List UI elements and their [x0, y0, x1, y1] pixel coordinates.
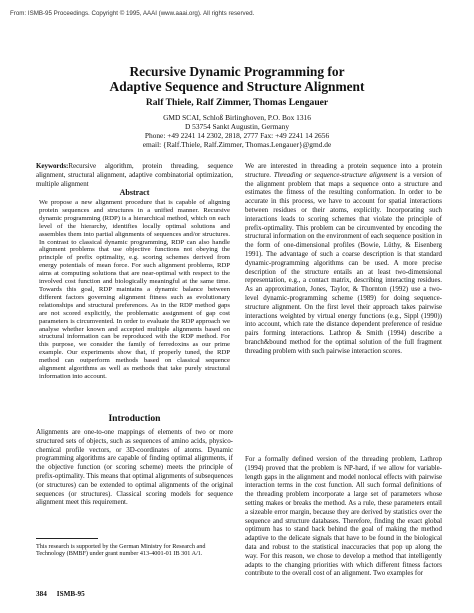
abstract-body: We propose a new alignment procedure that is capable of aligning protein sequences and structures in a unified manner. Recursive dynamic programming (RDP) is a hierarchical method, which on each level of the hierarchy, identifies locally optimal solutions and assembles them into partial alignments of sequences and/or structures. In contrast to classical dynamic programming, RDP can also handle alignment problems that use objective functions not obeying the principle of prefix optimality, e.g. scoring schemes derived from energy potentials of mean force. For such alignment problems, RDP aims at computing solutions that are near-optimal with respect to the involved cost function and biologically meaningful at the same time. Towards this goal, RDP maintains a dynamic balance between different factors governing alignment fitness such as evolutionary relationships and structural preferences. As in the RDP method gaps are not scored explicitly, the problematic assignment of gap cost parameters is circumvented. In order to evaluate the RDP approach we analyse whether known and accepted multiple alignments based on structural information can be reproduced with the RDP method. For this purpose, we consider the family of ferredoxins as our prime example. Our experiments show that, if properly tuned, the RDP method can outperform methods based on classical sequence alignment algorithms as well as methods that take purely structural information into account. [39, 199, 230, 380]
venue-label: ISMB-95 [56, 590, 85, 598]
page-footer [36, 590, 95, 598]
affiliation-line-2: D 53754 Sankt Augustin, Germany [184, 122, 290, 131]
abstract-heading: Abstract [119, 188, 150, 197]
introduction-heading: Introduction [108, 413, 161, 424]
affiliation-email-line: email: {Ralf.Thiele, Ralf.Zimmer, Thomas.Lengauer}@gmd.de [142, 140, 332, 149]
keywords-text: Recursive algorithm, protein threading, sequence alignment, structural alignment, adaptive combinatorial optimization, multiple alignment [36, 162, 233, 188]
affiliation-line-1: GMD SCAI, Schloß Birlinghoven, P.O. Box 1316 [163, 113, 311, 122]
paper-title-line-1: Recursive Dynamic Programming for [129, 64, 345, 79]
paper-title-line-2: Adaptive Sequence and Structure Alignment [109, 79, 365, 94]
threading-paragraph-rest: is a version of the alignment problem that maps a sequence onto a structure and estimates the fitness of the resulting conformation. In order to be accurate in this process, we have to account for spatial interactions between residues or their atoms, explicitly. Incorporating such interactions leads to scoring schemes that violate the principle of prefix-optimality. This problem can be circumvented by encoding the structural information on the environment of each sequence position in the form of one-dimensional profiles (Bowie, Lüthy, & Eisenberg 1991). The advantage of such a coarse description is that standard dynamic-programming algorithms can be used. A more precise description of the structure entails an at least two-dimensional representation, e.g., a contact matrix, describing interacting residues. As an approximation, Jones, Taylor, & Thornton (1992) use a two-level dynamic-programming scheme (1989) for doing sequence-structure alignment. On the first level their approach takes pairwise interactions weighted by virtual energy functions (e.g., Sippl (1990)) into account, which rate the distance dependent preference of residue pairs forming interactions. Lathrop & Smith (1994) describe a branch&bound method for the optimal solution of the full fragment threading problem with such pairwise interaction scores. [245, 170, 443, 355]
affiliation-phone-line: Phone: +49 2241 14 2302, 2818, 2777 Fax: +49 2241 14 2656 [144, 131, 330, 140]
np-hardness-paragraph: For a formally defined version of the threading problem, Lathrop (1994) proved that the problem is NP-hard, if we allow for variable-length gaps in the alignment and model nonlocal effects with pairwise interaction terms in the cost function. All such formal definitions of the threading problem incorporate a large set of parameters whose setting makes or breaks the method. As a rule, these parameters entail a sizeable error margin, because they are derived by statistics over the sequence and structure databases. Therefore, finding the exact global optimum has to stand back behind the goal of making the method adaptive to the delicate signals that have to be found in the biological data and robust to the statistical inaccuracies that pop up along the way. For this reason, we chose to develop a method that intelligently adapts to the changing priorities with which different fitness factors contribute to the overall cost of an alignment. Two examples for [245, 455, 442, 578]
keywords-block [36, 162, 233, 188]
funding-footnote: This research is supported by the German Ministry for Research and Technology (BMBF) under grant number 413-4001-01 IB 301 A/1. [36, 543, 206, 558]
threading-paragraph [245, 162, 442, 356]
author-list: Ralf Thiele, Ralf Zimmer, Thomas Lengauer [145, 97, 329, 108]
page-number: 384 [36, 590, 47, 598]
proceedings-header: From: ISMB-95 Proceedings. Copyright © 1995, AAAI (www.aaai.org). All rights reserved. [10, 10, 255, 17]
footnote-rule [36, 538, 98, 539]
threading-definition-term: Threading or sequence-structure alignment [273, 170, 398, 179]
introduction-body: Alignments are one-to-one mappings of elements of two or more structured sets of objects, such as sequences of amino acids, physico-chemical profile vectors, or 3D-coordinates of atoms. Dynamic programming algorithms are capable of finding optimal alignments, if the objective function (or scoring scheme) meets the principle of prefix-optimality. This means that optimal alignments of subsequences (or structures) can be extended to optimal alignments of the original sequences (or structures). Classical scoring models for sequence alignment meet this requirement. [36, 428, 233, 507]
threading-paragraph-intro: We are interested in threading a protein sequence into a protein structure. [245, 162, 442, 179]
keywords-label: Keywords: [36, 162, 69, 170]
